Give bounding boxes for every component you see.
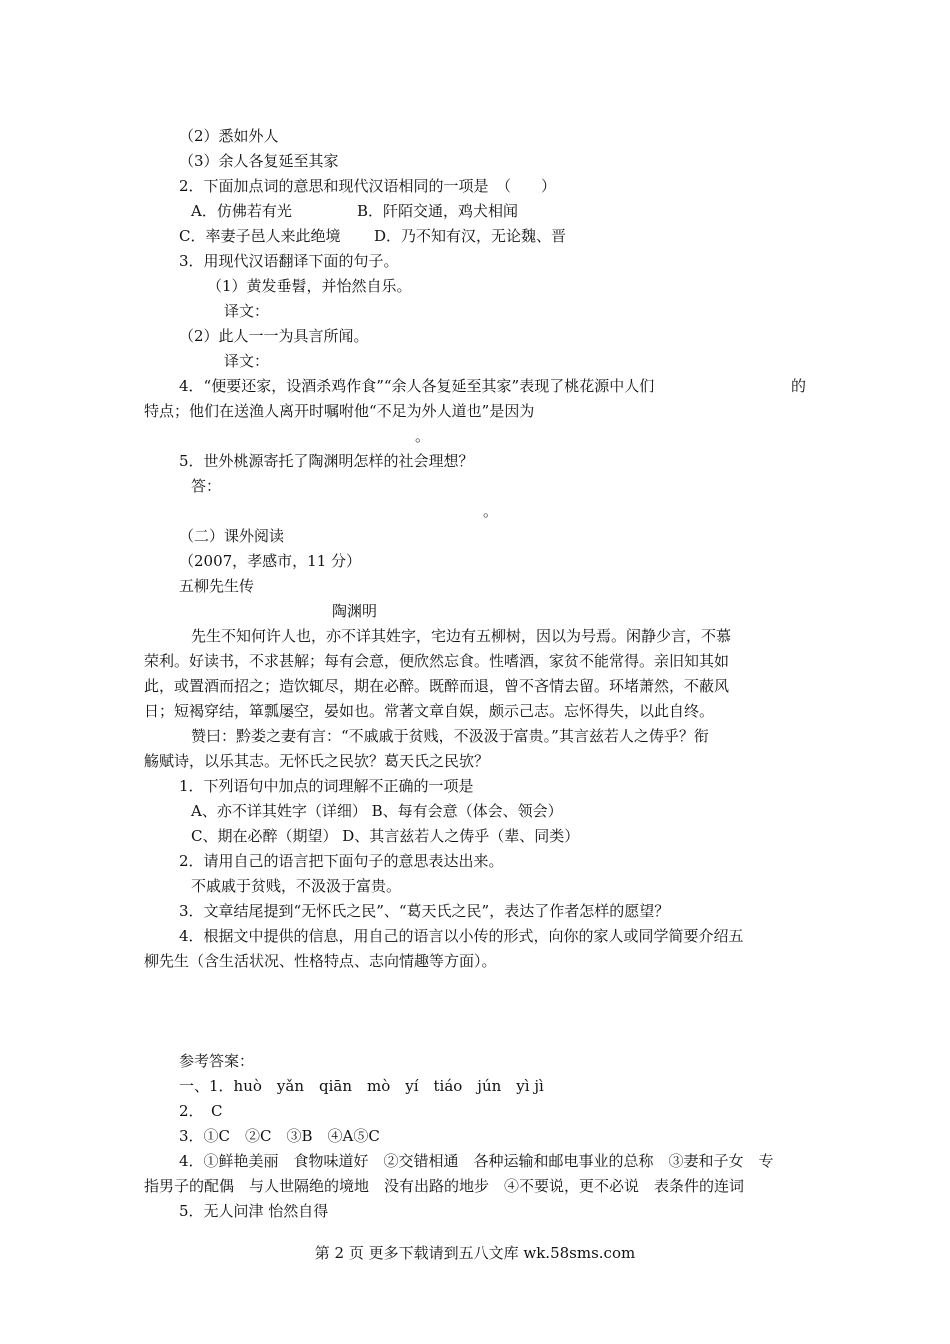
translation-label-1: 译文： [224, 302, 270, 320]
translation-label-2: 译文： [224, 352, 270, 370]
reading-question-2: 2．请用自己的语言把下面句子的意思表达出来。 [179, 852, 504, 870]
source-note: （2007，孝感市，11 分） [179, 552, 362, 570]
question-2: 2．下面加点词的意思和现代汉语相同的一项是 （ ） [179, 177, 557, 195]
period-1: 。 [415, 427, 431, 445]
question-4: 4．“便要还家，设酒杀鸡作食”“余人各复延至其家”表现了桃花源中人们 [179, 377, 655, 395]
reading-question-4: 4．根据文中提供的信息，用自己的语言以小传的形式，向你的家人或同学简要介绍五 [179, 927, 744, 945]
period-2: 。 [483, 502, 499, 520]
answer-label: 答： [191, 477, 222, 495]
reading-options-ab: A、亦不详其姓字（详细） B、每有会意（体会、领会） [191, 802, 563, 820]
passage-line: 此，或置酒而招之；造饮辄尽，期在必醉。既醉而退，曾不吝情去留。环堵萧然，不蔽风 [144, 677, 730, 695]
passage-title: 五柳先生传 [179, 577, 255, 595]
sentence-2: （2）此人一一为具言所闻。 [179, 327, 369, 345]
sentence-1: （1）黄发垂髫，并怡然自乐。 [207, 277, 412, 295]
passage-line: 日；短褐穿结，箪瓢屡空，晏如也。常著文章自娱，颇示己志。忘怀得失，以此自终。 [144, 702, 715, 720]
section-heading: （二）课外阅读 [179, 527, 285, 545]
reading-options-cd: C、期在必醉（期望） D、其言兹若人之俦乎（辈、同类） [191, 827, 580, 845]
answer-5: 5．无人问津 怡然自得 [179, 1202, 329, 1220]
option-d: D．乃不知有汉，无论魏、晋 [374, 227, 567, 245]
reading-question-4-cont: 柳先生（含生活状况、性格特点、志向情趣等方面）。 [144, 952, 497, 970]
answer-3: 3．①C ②C ③B ④A⑤C [179, 1127, 380, 1145]
reading-sentence: 不戚戚于贫贱，不汲汲于富贵。 [191, 877, 402, 895]
option-a: A．仿佛若有光 [191, 202, 292, 220]
item-2-2: （2）悉如外人 [179, 127, 279, 145]
question-3: 3．用现代汉语翻译下面的句子。 [179, 252, 399, 270]
page-footer: 第 2 页 更多下载请到五八文库 wk.58sms.com [314, 1244, 636, 1262]
passage-line: 觞赋诗，以乐其志。无怀氏之民欤？葛天氏之民欤？ [144, 752, 490, 770]
answers-heading: 参考答案： [179, 1052, 255, 1070]
passage-author: 陶渊明 [332, 602, 378, 620]
option-c: C．率妻子邑人来此绝境 [179, 227, 341, 245]
question-4-tail: 的 [791, 377, 807, 395]
option-b: B．阡陌交通，鸡犬相闻 [357, 202, 519, 220]
item-2-3: （3）余人各复延至其家 [179, 152, 339, 170]
answer-2: 2． C [179, 1102, 223, 1120]
passage-line: 赞曰：黔娄之妻有言：“不戚戚于贫贱，不汲汲于富贵。”其言兹若人之俦乎？衔 [191, 727, 709, 745]
passage-line: 先生不知何许人也，亦不详其姓字，宅边有五柳树，因以为号焉。闲静少言，不慕 [191, 627, 732, 645]
passage-line: 荣利。好读书，不求甚解；每有会意，便欣然忘食。性嗜酒，家贫不能常得。亲旧知其如 [144, 652, 730, 670]
question-5: 5．世外桃源寄托了陶渊明怎样的社会理想？ [179, 452, 474, 470]
answer-1: 一、1．huò yǎn qiān mò yí tiáo jún yì jì [179, 1077, 544, 1095]
question-4-cont: 特点；他们在送渔人离开时嘱咐他“不足为外人道也”是因为 [144, 402, 535, 420]
reading-question-1: 1．下列语句中加点的词理解不正确的一项是 [179, 777, 474, 795]
reading-question-3: 3．文章结尾提到“无怀氏之民”、“葛天氏之民”，表达了作者怎样的愿望？ [179, 902, 670, 920]
answer-4-cont: 指男子的配偶 与人世隔绝的境地 没有出路的地步 ④不要说，更不必说 表条件的连词 [144, 1177, 745, 1195]
answer-4: 4．①鲜艳美丽 食物味道好 ②交错相通 各种运输和邮电事业的总称 ③妻和子女 专 [179, 1152, 774, 1170]
